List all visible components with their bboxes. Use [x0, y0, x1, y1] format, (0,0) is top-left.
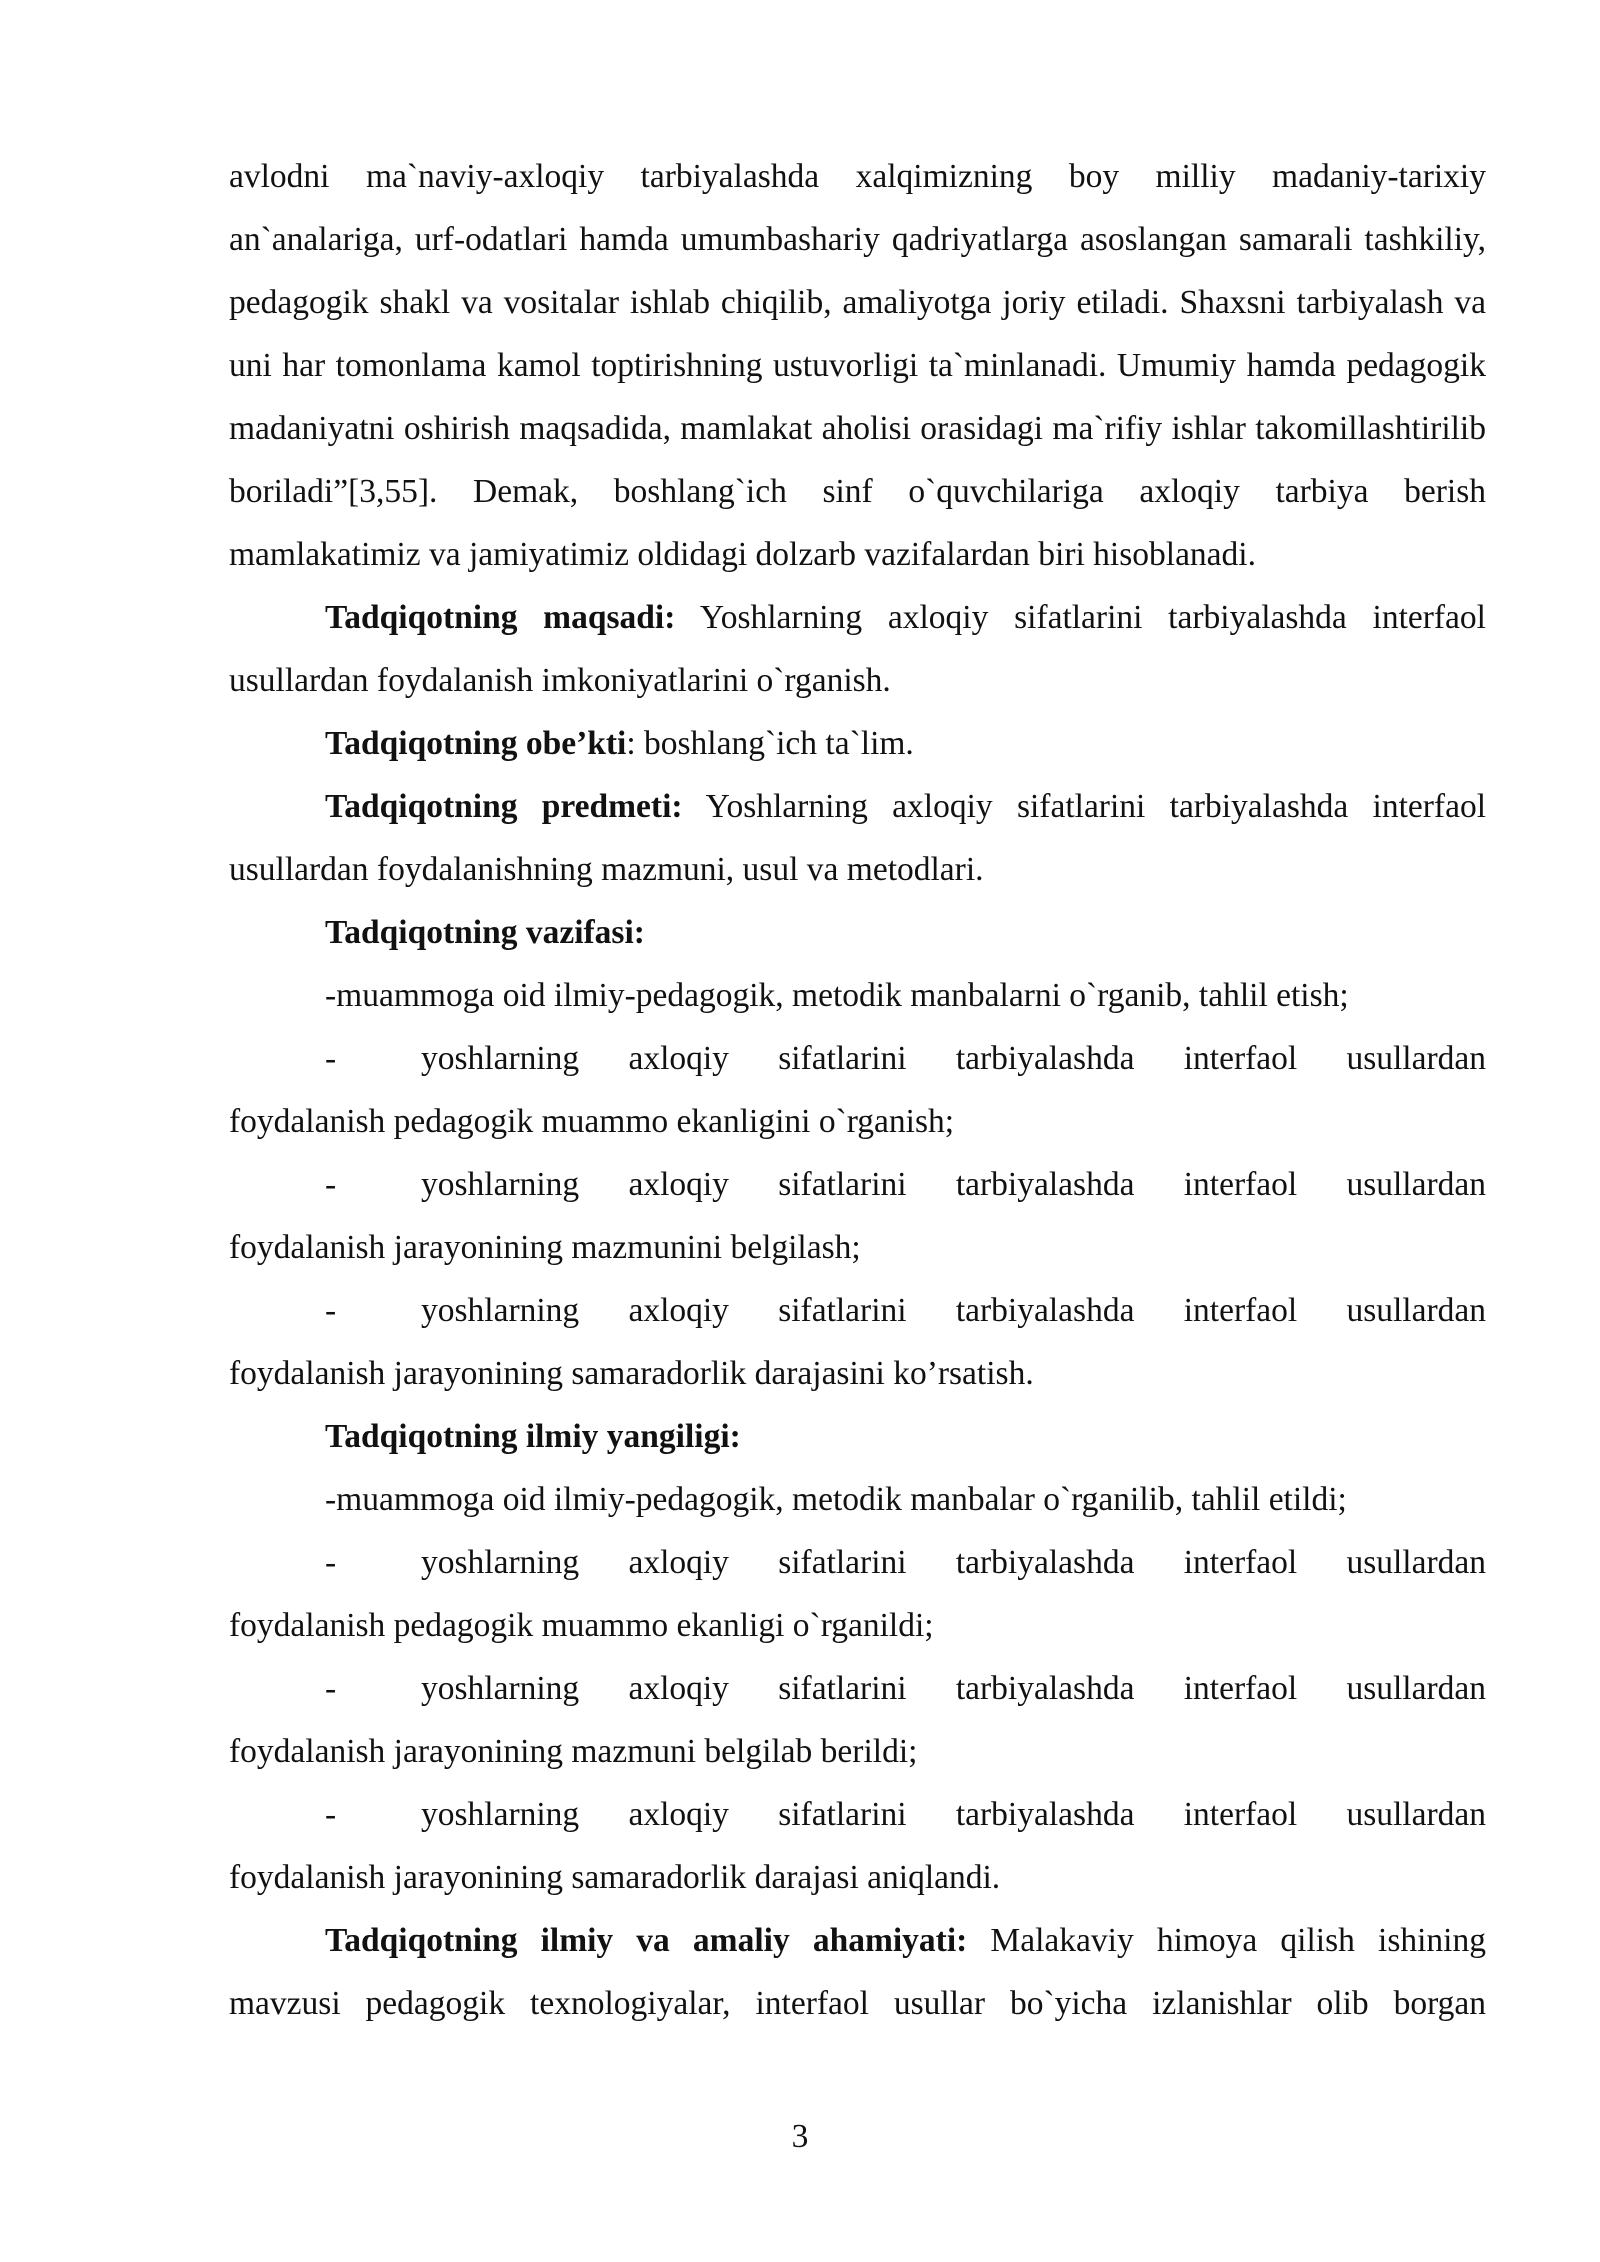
tasks-item-line1: - yoshlarning axloqiy sifatlarini tarbiyalashda interfaol usullardan	[229, 1027, 1486, 1090]
list-dash: -	[325, 1796, 337, 1833]
list-dash: -	[325, 1292, 337, 1329]
novelty-item-line1: - yoshlarning axloqiy sifatlarini tarbiyalashda interfaol usullardan	[229, 1657, 1486, 1720]
novelty-item	[229, 1657, 1486, 1783]
aim-label: Tadqiqotning maqsadi:	[325, 599, 676, 636]
significance-label: Tadqiqotning ilmiy va amaliy ahamiyati:	[325, 1922, 968, 1959]
tasks-item-line1: - yoshlarning axloqiy sifatlarini tarbiyalashda interfaol usullardan	[229, 1153, 1486, 1216]
novelty-item	[229, 1531, 1486, 1657]
list-dash: -	[325, 1040, 337, 1077]
object-paragraph	[229, 712, 1486, 775]
significance-text: Malakaviy himoya qilish ishining mavzusi pedagogik texnologiyalar, interfaol usullar bo`yicha izlanishlar olib borgan	[229, 1922, 1486, 2022]
aim-paragraph	[229, 586, 1486, 712]
novelty-item-line1: - yoshlarning axloqiy sifatlarini tarbiyalashda interfaol usullardan	[229, 1783, 1486, 1846]
novelty-heading: Tadqiqotning ilmiy yangiligi:	[325, 1418, 741, 1455]
novelty-item	[229, 1783, 1486, 1909]
list-dash: -	[325, 1544, 337, 1581]
aim-text: Yoshlarning axloqiy sifatlarini tarbiyalashda interfaol usullardan foydalanish imkoniyatlarini o`rganish.	[229, 599, 1486, 699]
object-label: Tadqiqotning obe’kti	[325, 725, 627, 762]
novelty-item-line2: foydalanish jarayonining samaradorlik darajasi aniqlandi.	[229, 1859, 1001, 1896]
novelty-item-line2: foydalanish pedagogik muammo ekanligi o`rganildi;	[229, 1607, 934, 1644]
list-dash: -	[325, 1166, 337, 1203]
novelty-item-first: -muammoga oid ilmiy-pedagogik, metodik manbalar o`rganilib, tahlil etildi;	[325, 1481, 1347, 1518]
tasks-heading: Tadqiqotning vazifasi:	[325, 914, 645, 951]
tasks-item-first: -muammoga oid ilmiy-pedagogik, metodik manbalarni o`rganib, tahlil etish;	[325, 977, 1349, 1014]
tasks-item	[229, 1027, 1486, 1153]
tasks-item-line2: foydalanish pedagogik muammo ekanligini o`rganish;	[229, 1103, 955, 1140]
tasks-item-line2: foydalanish jarayonining samaradorlik darajasini ko’rsatish.	[229, 1355, 1034, 1392]
tasks-item	[229, 1153, 1486, 1279]
list-dash: -	[325, 1670, 337, 1707]
document-body	[229, 145, 1486, 2035]
tasks-item-line2: foydalanish jarayonining mazmunini belgilash;	[229, 1229, 861, 1266]
significance-paragraph	[229, 1909, 1486, 2035]
object-text: : boshlang`ich ta`lim.	[626, 725, 914, 762]
subject-text: Yoshlarning axloqiy sifatlarini tarbiyalashda interfaol usullardan foydalanishning mazmuni, usul va metodlari.	[229, 788, 1486, 888]
subject-paragraph	[229, 775, 1486, 901]
novelty-item-line2: foydalanish jarayonining mazmuni belgilab berildi;	[229, 1733, 918, 1770]
tasks-item	[229, 1279, 1486, 1405]
novelty-item-line1: - yoshlarning axloqiy sifatlarini tarbiyalashda interfaol usullardan	[229, 1531, 1486, 1594]
tasks-item-line1: - yoshlarning axloqiy sifatlarini tarbiyalashda interfaol usullardan	[229, 1279, 1486, 1342]
intro-paragraph: avlodni ma`naviy-axloqiy tarbiyalashda xalqimizning boy milliy madaniy-tarixiy an`analariga, urf-odatlari hamda umumbashariy qadriyatlarga asoslangan samarali tashkiliy, pedagogik shakl va vositalar ishlab chiqilib, amaliyotga joriy etiladi. Shaxsni tarbiyalash va uni har tomonlama kamol toptirishning ustuvorligi ta`minlanadi. Umumiy hamda pedagogik madaniyatni oshirish maqsadida, mamlakat aholisi orasidagi ma`rifiy ishlar takomillashtirilib boriladi”[3,55]. Demak, boshlang`ich sinf o`quvchilariga axloqiy tarbiya berish mamlakatimiz va jamiyatimiz oldidagi dolzarb vazifalardan biri hisoblanadi.	[229, 158, 1486, 573]
subject-label: Tadqiqotning predmeti:	[325, 788, 683, 825]
page-number: 3	[791, 2118, 809, 2155]
